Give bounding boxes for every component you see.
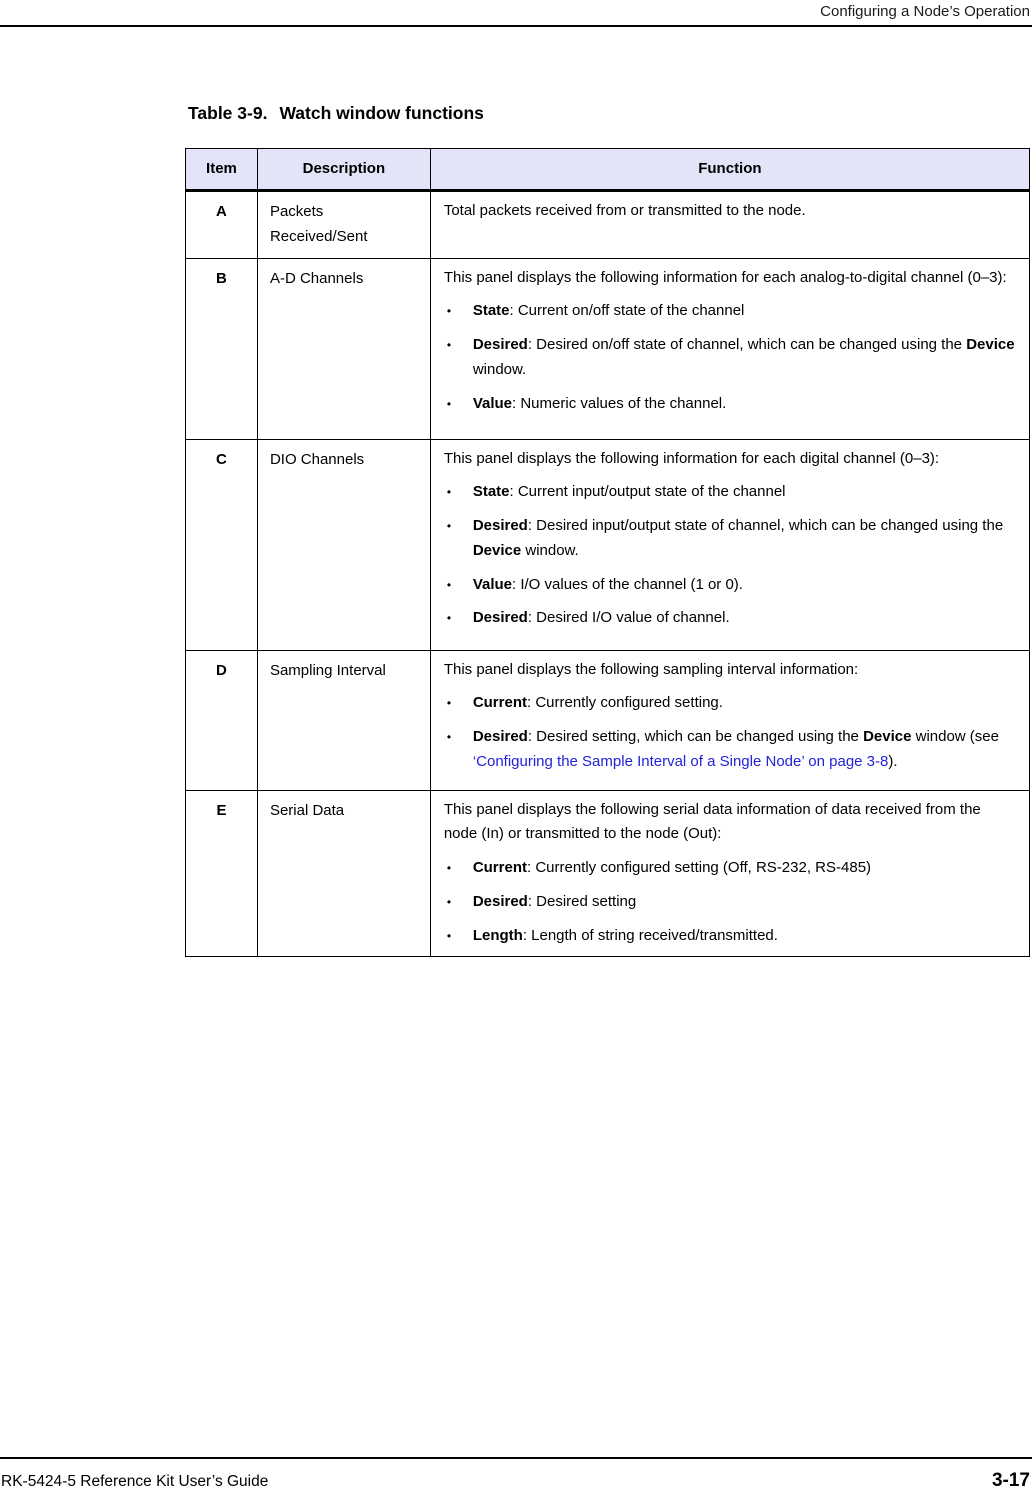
bullet-text <box>473 924 1015 949</box>
bullet-item <box>444 890 1015 915</box>
bullet-text <box>473 856 1015 881</box>
bullet-icon: • <box>446 861 452 875</box>
text-segment: Total packets received from or transmitted to the node. <box>443 202 806 219</box>
bullet-icon: • <box>446 485 452 500</box>
running-head: Configuring a Node’s Operation <box>0 0 1032 27</box>
bullet-item <box>444 606 1015 631</box>
text-segment: : Desired setting, which can be changed using the <box>527 728 864 745</box>
bullet-item <box>444 392 1015 417</box>
bullet-text <box>473 392 1015 417</box>
text-segment: This panel displays the following serial data information of data received from the node (In) or transmitted to the node (Out): <box>443 800 981 843</box>
description-cell: DIO Channels <box>257 439 430 650</box>
table-caption <box>188 103 484 124</box>
bullet-text <box>473 890 1015 915</box>
description-cell: Serial Data <box>257 790 430 957</box>
text-segment: This panel displays the following information for each analog-to-digital channel (0–3): <box>443 268 1007 286</box>
bold-term: Desired <box>472 892 528 910</box>
bullet-text <box>473 333 1015 383</box>
bullet-icon: • <box>446 928 452 943</box>
function-intro-text <box>444 199 1015 224</box>
text-segment: This panel displays the following information for each digital channel (0–3): <box>443 449 940 467</box>
cross-reference-link[interactable]: ‘Configuring the Sample Interval of a Single Node’ on page 3-8 <box>472 752 889 770</box>
table-caption-title: Watch window functions <box>279 103 484 123</box>
table-row <box>186 790 1030 957</box>
bold-term: Desired <box>472 728 528 745</box>
column-header-item: Item <box>186 149 258 191</box>
function-intro-text <box>444 447 1015 472</box>
bullet-item <box>444 573 1015 598</box>
text-segment: window. <box>472 360 527 378</box>
text-segment: : Desired on/off state of channel, which can be changed using the <box>527 336 967 353</box>
bullet-text <box>473 691 1015 716</box>
table-row <box>186 439 1030 650</box>
function-intro-text <box>444 798 1015 848</box>
bullet-icon: • <box>446 611 452 626</box>
column-header-function: Function <box>430 149 1029 191</box>
bullet-text <box>473 573 1015 598</box>
text-segment: : I/O values of the channel (1 or 0). <box>512 575 743 593</box>
text-segment: : Currently configured setting. <box>526 694 723 712</box>
bullet-item <box>444 924 1015 949</box>
bullet-item <box>444 856 1015 881</box>
function-cell <box>430 191 1029 259</box>
text-segment: : Desired setting <box>527 892 637 910</box>
table-header <box>186 149 1030 191</box>
bullet-item <box>444 299 1015 324</box>
text-segment: : Length of string received/transmitted. <box>522 926 778 944</box>
function-cell <box>430 439 1029 650</box>
page-footer <box>0 1457 1032 1492</box>
bold-term: Desired <box>472 517 528 534</box>
table-row <box>186 191 1030 259</box>
text-segment: : Desired input/output state of channel, which can be changed using the <box>527 517 1004 534</box>
bold-term: Length <box>472 926 523 944</box>
function-cell <box>430 650 1029 790</box>
text-segment: : Currently configured setting (Off, RS-232, RS-485) <box>526 859 872 876</box>
table-row <box>186 258 1030 439</box>
text-segment: : Current input/output state of the channel <box>509 483 786 501</box>
description-cell: Sampling Interval <box>257 650 430 790</box>
text-segment: : Desired I/O value of channel. <box>527 609 730 627</box>
column-header-description: Description <box>257 149 430 191</box>
table-row <box>186 650 1030 790</box>
bullet-icon: • <box>446 894 452 909</box>
table-caption-label: Table 3-9. <box>188 103 268 123</box>
bullet-item <box>444 514 1015 564</box>
text-segment: : Numeric values of the channel. <box>512 394 727 412</box>
text-segment: : Current on/off state of the channel <box>509 302 745 320</box>
bullet-icon: • <box>446 519 452 533</box>
function-cell <box>430 258 1029 439</box>
bullet-item <box>444 480 1015 505</box>
bold-term: Value <box>472 575 513 593</box>
bullet-icon: • <box>446 730 452 744</box>
bold-term: Desired <box>472 336 528 353</box>
item-cell: C <box>186 439 258 650</box>
bold-term: State <box>472 483 510 501</box>
footer-page-number: 3-17 <box>991 1470 1030 1491</box>
text-segment: window (see <box>911 728 999 745</box>
bullet-text <box>473 299 1015 324</box>
bold-term: Value <box>472 394 513 412</box>
item-cell: D <box>186 650 258 790</box>
bullet-icon: • <box>446 696 452 711</box>
bold-term: Device <box>472 541 522 559</box>
bullet-text <box>473 725 1015 775</box>
bullet-text <box>473 606 1015 631</box>
table-header-row <box>186 149 1030 191</box>
bullet-item <box>444 725 1015 775</box>
bullet-item <box>444 333 1015 383</box>
bold-term: Desired <box>472 609 528 627</box>
bold-term: State <box>472 302 510 320</box>
bullet-icon: • <box>446 304 452 319</box>
item-cell: B <box>186 258 258 439</box>
function-intro-text <box>444 658 1015 683</box>
footer-document-title: RK-5424-5 Reference Kit User’s Guide <box>1 1473 269 1490</box>
bold-term: Device <box>966 336 1015 353</box>
text-segment: window. <box>521 541 579 559</box>
item-cell: A <box>186 191 258 259</box>
bullet-icon: • <box>446 396 452 411</box>
bullet-icon: • <box>446 338 452 352</box>
bold-term: Device <box>863 728 912 745</box>
description-cell: A-D Channels <box>257 258 430 439</box>
bullet-text <box>473 514 1015 564</box>
function-cell <box>430 790 1029 957</box>
bold-term: Current <box>472 694 527 712</box>
item-cell: E <box>186 790 258 957</box>
text-segment: This panel displays the following sampling interval information: <box>443 660 859 678</box>
description-cell: Packets Received/Sent <box>257 191 430 259</box>
bullet-icon: • <box>446 577 452 592</box>
table-body <box>186 191 1030 957</box>
text-segment: ). <box>888 752 898 770</box>
bullet-item <box>444 691 1015 716</box>
bold-term: Current <box>472 859 527 876</box>
watch-window-functions-table <box>185 148 1030 957</box>
function-intro-text <box>444 266 1015 291</box>
bullet-text <box>473 480 1015 505</box>
